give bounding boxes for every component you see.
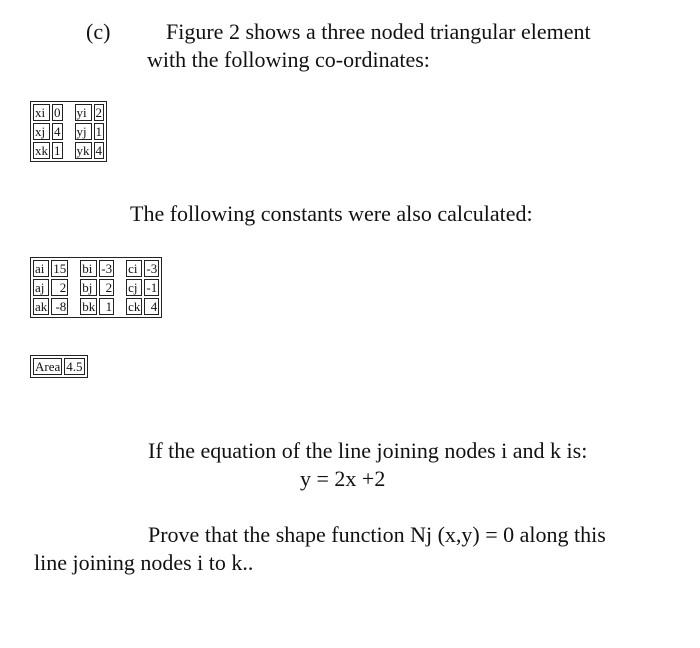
constants-intro: The following constants were also calculated: [130, 201, 533, 226]
table-cell: -8 [51, 298, 68, 315]
table-spacer [65, 142, 73, 159]
table-cell: ak [35, 299, 48, 314]
table-cell: 2 [99, 279, 114, 296]
table-cell: ck [128, 299, 141, 314]
coordinates-table [30, 101, 107, 162]
area-table [30, 355, 88, 378]
line-equation: y = 2x +2 [300, 466, 386, 491]
area-value: 4.5 [66, 359, 83, 374]
table-cell: 4 [144, 298, 159, 315]
table-cell: cj [126, 279, 142, 296]
table-cell: 1 [95, 124, 102, 139]
table-cell: xi [33, 104, 50, 121]
table-cell: yk [76, 143, 90, 158]
table-cell: yj [75, 123, 92, 140]
table-cell: ai [33, 260, 49, 277]
table-cell: bk [82, 299, 96, 314]
table-spacer [70, 298, 78, 315]
table-cell: 4 [95, 143, 102, 158]
table-row [33, 104, 104, 121]
intro-line-2: with the following co-ordinates: [147, 47, 430, 72]
table-row [33, 358, 85, 375]
table-spacer [70, 279, 78, 296]
table-cell: 4 [54, 124, 61, 139]
table-cell: 1 [54, 143, 61, 158]
table-cell: 2 [95, 105, 102, 120]
table-cell: xj [33, 123, 50, 140]
question-label: (c) [86, 19, 111, 44]
table-row [33, 298, 159, 315]
area-label: Area [35, 359, 61, 374]
table-row [33, 142, 104, 159]
intro-line-1: Figure 2 shows a three noded triangular element [166, 19, 591, 44]
table-cell: bi [80, 260, 97, 277]
table-row [33, 279, 159, 296]
table-row [33, 260, 159, 277]
table-row [33, 123, 104, 140]
table-cell: 15 [53, 261, 67, 276]
table-cell: 0 [54, 105, 61, 120]
prove-line-1: Prove that the shape function Nj (x,y) = 0 along this [148, 522, 606, 547]
table-spacer [116, 260, 124, 277]
table-cell: aj [33, 279, 49, 296]
table-cell: -3 [146, 261, 158, 276]
table-spacer [65, 123, 73, 140]
table-spacer [70, 260, 78, 277]
table-cell: ci [126, 260, 142, 277]
prove-line-2: line joining nodes i to k.. [34, 550, 254, 575]
table-cell: yi [75, 104, 92, 121]
constants-table [30, 257, 162, 318]
equation-intro: If the equation of the line joining nodes i and k is: [148, 438, 588, 463]
table-cell: 2 [51, 279, 68, 296]
table-cell: xk [35, 143, 48, 158]
table-spacer [116, 298, 124, 315]
table-cell: -1 [146, 280, 158, 295]
table-spacer [116, 279, 124, 296]
table-cell: bj [80, 279, 97, 296]
table-cell: 1 [99, 298, 114, 315]
table-spacer [65, 104, 73, 121]
table-cell: -3 [101, 261, 113, 276]
